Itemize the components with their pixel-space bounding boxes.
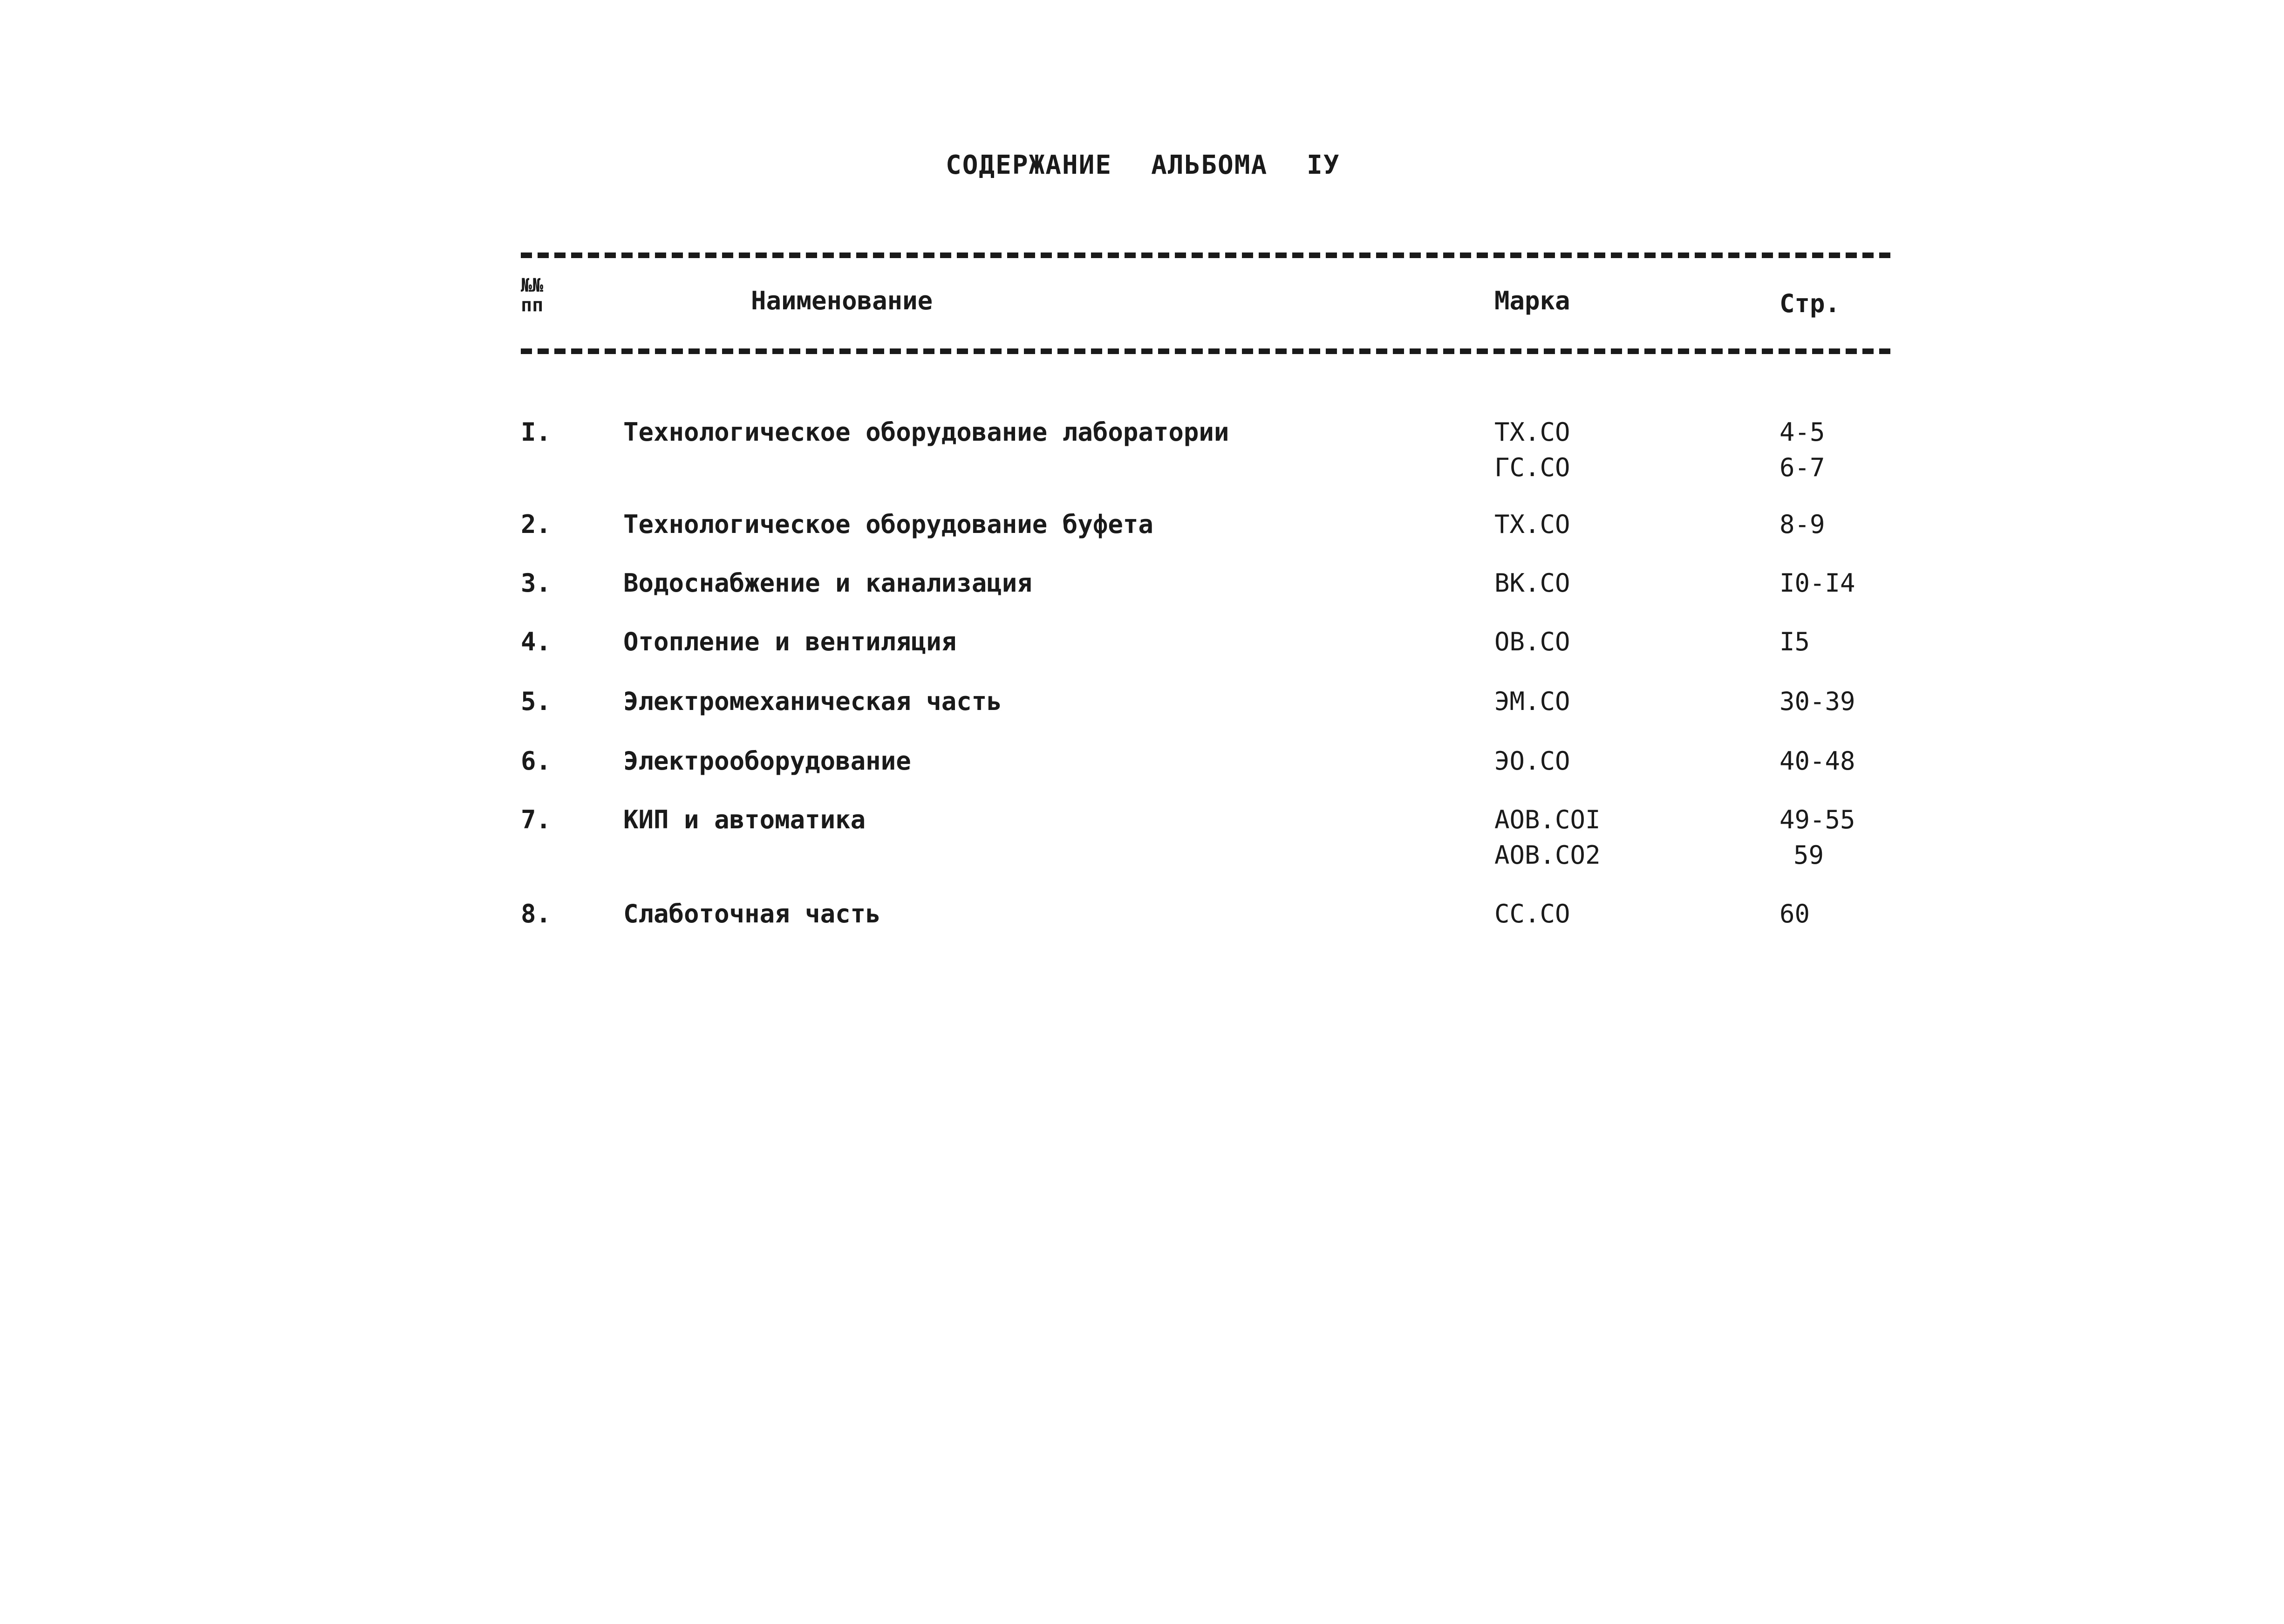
title-word-2: АЛЬБОМА [1151,150,1268,180]
table-header-divider [521,348,1890,354]
row-page: 40-48 [1779,746,1855,776]
row-mark: ОВ.СО [1494,627,1570,656]
row-marks [1494,684,1570,719]
row-page: 4-5 [1779,417,1825,447]
row-name: КИП и автоматика [623,805,866,834]
row-page: 49-55 [1779,805,1855,834]
row-number: 2. [521,510,552,539]
row-pages [1779,802,1855,873]
row-page: 59 [1793,840,1824,870]
table-top-divider [521,252,1890,258]
document-title [946,150,1379,180]
row-marks [1494,802,1601,873]
row-mark: ВК.СО [1494,568,1570,598]
row-number: I. [521,417,552,447]
row-name: Технологическое оборудование лаборатории [623,417,1229,447]
row-number: 6. [521,746,552,776]
row-name: Слаботочная часть [623,899,881,928]
row-mark: ТХ.СО [1494,510,1570,539]
row-name: Отопление и вентиляция [623,627,957,656]
header-page: Стр. [1779,289,1841,318]
row-pages [1779,624,1810,660]
row-mark: СС.СО [1494,899,1570,928]
row-number: 4. [521,627,552,656]
row-mark: ГС.СО [1494,453,1570,482]
row-number: 7. [521,805,552,834]
row-name: Электрооборудование [623,746,911,776]
header-number [521,276,543,315]
row-pages [1779,566,1855,601]
header-number-line2: пп [521,294,544,316]
row-pages [1779,744,1855,779]
row-pages [1779,415,1825,485]
row-number: 8. [521,899,552,928]
row-pages [1779,896,1810,932]
row-marks [1494,507,1570,542]
row-pages [1779,507,1825,542]
header-mark: Марка [1494,286,1570,315]
row-page: I5 [1779,627,1810,656]
row-mark: ТХ.СО [1494,417,1570,447]
row-mark: ЭМ.СО [1494,687,1570,716]
row-mark: АОВ.СОI [1494,805,1601,834]
row-marks [1494,896,1570,932]
row-mark: АОВ.СО2 [1494,840,1601,870]
row-page: I0-I4 [1779,568,1855,598]
row-number: 5. [521,687,552,716]
row-page: 8-9 [1779,510,1825,539]
row-name: Технологическое оборудование буфета [623,510,1153,539]
row-pages [1779,684,1855,719]
row-name: Электромеханическая часть [623,687,1002,716]
row-page: 30-39 [1779,687,1855,716]
title-word-1: СОДЕРЖАНИЕ [946,150,1112,180]
row-page: 6-7 [1779,453,1825,482]
row-mark: ЭО.СО [1494,746,1570,776]
row-marks [1494,566,1570,601]
title-word-3: IУ [1307,150,1340,180]
row-marks [1494,624,1570,660]
row-marks [1494,415,1570,485]
header-number-line1: №№ [521,275,544,296]
row-number: 3. [521,568,552,598]
row-marks [1494,744,1570,779]
header-name: Наименование [751,286,933,315]
row-name: Водоснабжение и канализация [623,568,1032,598]
row-page: 60 [1779,899,1810,928]
